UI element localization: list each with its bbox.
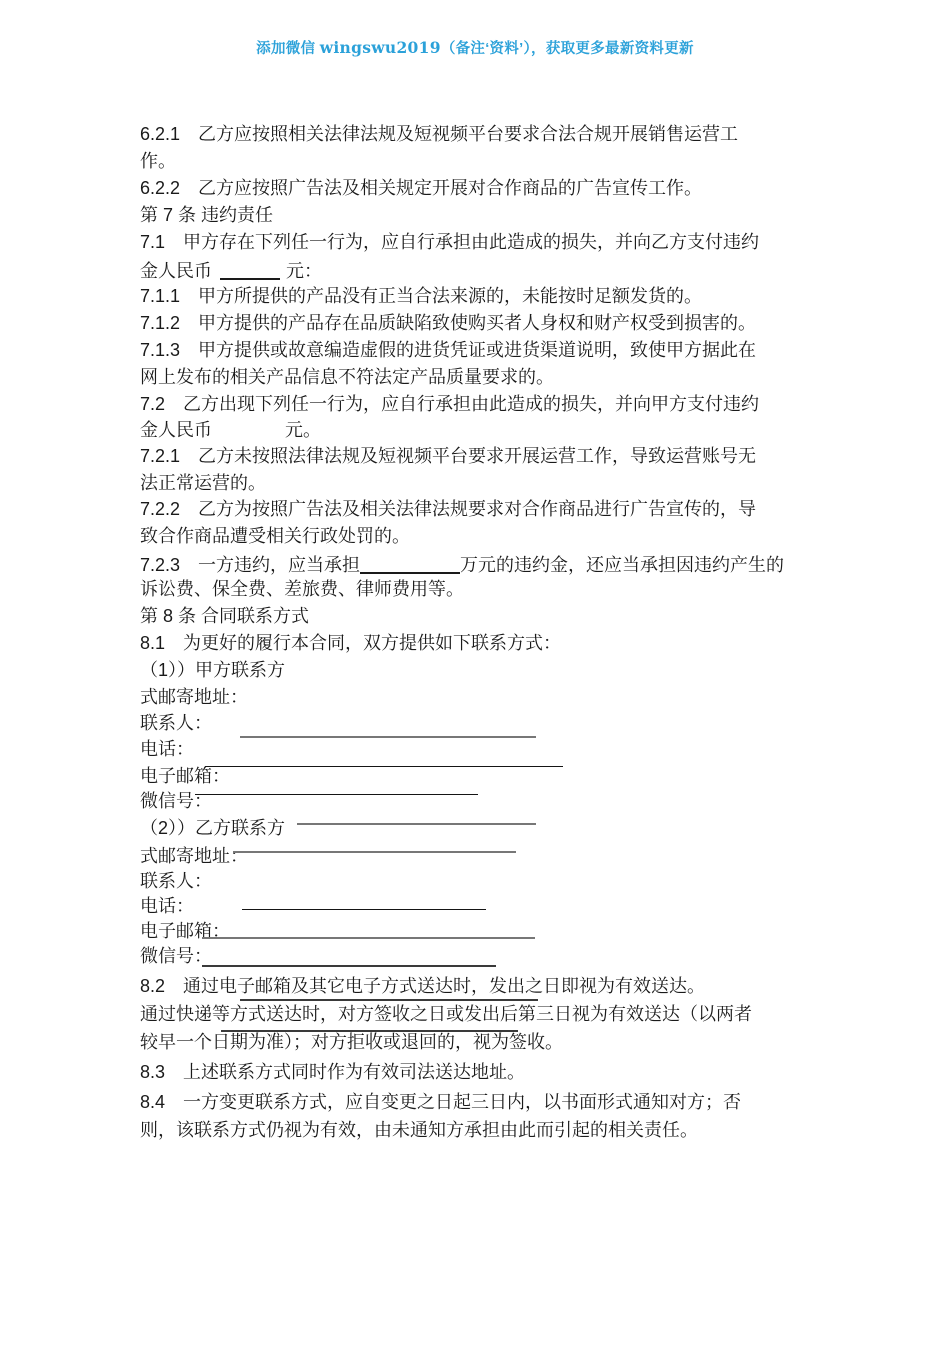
section-7-heading: 第 7 条 违约责任	[140, 205, 274, 225]
section-8-heading: 第 8 条 合同联系方式	[140, 606, 310, 626]
blank-field	[220, 261, 280, 280]
blank-underline	[202, 965, 496, 967]
wechat-id: wingswu2019	[319, 38, 441, 57]
doc-line	[140, 552, 784, 577]
doc-line-text: 金人民币	[140, 420, 212, 440]
email-label: 电子邮箱：	[140, 766, 230, 786]
doc-line: 7.2.2 乙方为按照广告法及相关法律法规要求对合作商品进行广告宣传的，导	[140, 499, 757, 519]
blank-underline	[195, 794, 478, 795]
blank-underline	[202, 937, 535, 939]
doc-line: 法正常运营的。	[140, 473, 266, 493]
doc-line: 6.2.2 乙方应按照广告法及相关规定开展对合作商品的广告宣传工作。	[140, 178, 703, 198]
blank-field	[360, 555, 460, 574]
blank-underline	[240, 999, 538, 1001]
doc-line-text: 元。	[285, 420, 321, 440]
doc-line: 8.3 上述联系方式同时作为有效司法送达地址。	[140, 1062, 526, 1082]
doc-line-text: 元：	[286, 261, 322, 281]
header-notice	[0, 37, 950, 58]
phone-label: 电话：	[140, 896, 194, 916]
doc-line	[140, 419, 321, 442]
doc-line: 通过快递等方式送达时，对方签收之日或发出后第三日视为有效送达（以两者	[140, 1004, 752, 1024]
doc-line: 7.2.1 乙方未按照法律法规及短视频平台要求开展运营工作，导致运营账号无	[140, 446, 757, 466]
blank-underline	[242, 909, 486, 910]
doc-line-text: 金人民币	[140, 261, 212, 281]
doc-line: 则，该联系方式仍视为有效，由未通知方承担由此而引起的相关责任。	[140, 1120, 698, 1140]
contact-person-label: 联系人：	[140, 871, 212, 891]
wechat-label: 微信号：	[140, 791, 212, 811]
doc-line: 7.1.1 甲方所提供的产品没有正当合法来源的，未能按时足额发货的。	[140, 286, 703, 306]
blank-underline	[240, 736, 536, 738]
contact-person-label: 联系人：	[140, 713, 212, 733]
phone-label: 电话：	[140, 739, 194, 759]
doc-line	[140, 258, 322, 283]
blank-gap	[212, 435, 285, 436]
doc-line: 7.1.2 甲方提供的产品存在品质缺陷致使购买者人身权和财产权受到损害的。	[140, 313, 757, 333]
mailing-address-label: 式邮寄地址：	[140, 846, 248, 866]
doc-line: 8.2 通过电子邮箱及其它电子方式送达时，发出之日即视为有效送达。	[140, 976, 706, 996]
doc-line: 较早一个日期为准）；对方拒收或退回的，视为签收。	[140, 1032, 563, 1052]
doc-line: 6.2.1 乙方应按照相关法律法规及短视频平台要求合法合规开展销售运营工	[140, 124, 739, 144]
email-label: 电子邮箱：	[140, 921, 230, 941]
party-a-contact-heading: （1））甲方联系方	[140, 660, 286, 680]
doc-line: 8.4 一方变更联系方式，应自变更之日起三日内，以书面形式通知对方；否	[140, 1092, 742, 1112]
mailing-address-label: 式邮寄地址：	[140, 687, 248, 707]
doc-line: 7.2 乙方出现下列任一行为，应自行承担由此造成的损失，并向甲方支付违约	[140, 394, 760, 414]
header-notice-prefix: 添加微信	[256, 41, 320, 57]
blank-underline	[205, 766, 563, 767]
party-b-contact-heading: （2））乙方联系方	[140, 818, 286, 838]
doc-line: 7.1.3 甲方提供或故意编造虚假的进货凭证或进货渠道说明，致使甲方据此在	[140, 340, 757, 360]
header-notice-suffix: （备注‘资料’），获取更多最新资料更新	[440, 41, 694, 57]
doc-line: 7.1 甲方存在下列任一行为，应自行承担由此造成的损失，并向乙方支付违约	[140, 232, 760, 252]
doc-line-text: 万元的违约金，还应当承担因违约产生的	[460, 555, 785, 575]
blank-underline	[297, 823, 536, 825]
doc-line: 8.1 为更好的履行本合同，双方提供如下联系方式：	[140, 633, 562, 653]
doc-line-text: 7.2.3 一方违约，应当承担	[140, 555, 361, 575]
doc-line: 致合作商品遭受相关行政处罚的。	[140, 526, 410, 546]
doc-line: 作。	[140, 151, 176, 171]
doc-line: 网上发布的相关产品信息不符法定产品质量要求的。	[140, 367, 554, 387]
wechat-label: 微信号：	[140, 946, 212, 966]
blank-underline	[233, 851, 516, 853]
doc-line: 诉讼费、保全费、差旅费、律师费用等。	[140, 579, 464, 599]
blank-underline	[221, 1030, 518, 1032]
